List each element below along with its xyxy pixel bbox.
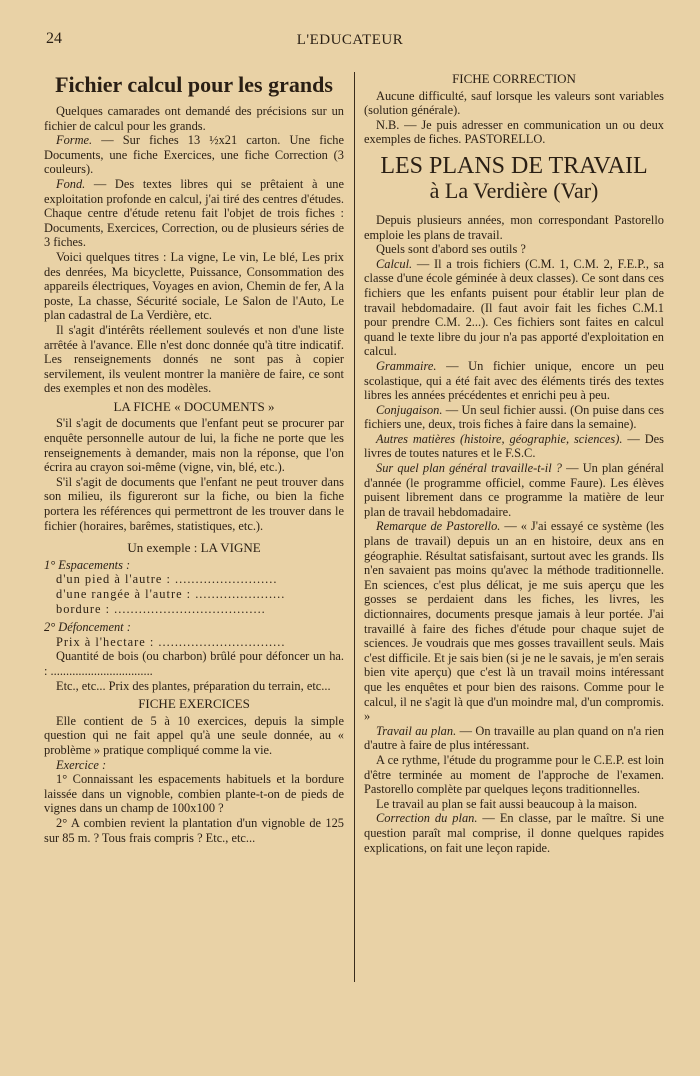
correction-plan-text: — En classe, par le maître. Si une question paraît mal comprise, il donne quelques rapides explications, on fait une leçon rapide. bbox=[364, 811, 664, 855]
forme-text: — Sur fiches 13 ½x21 carton. Une fiche Documents, une fiche Exercices, une fiche Correction (3 couleurs). bbox=[44, 133, 344, 177]
defoncement-heading: 2° Défoncement : bbox=[44, 620, 131, 635]
left-column bbox=[44, 72, 344, 845]
running-head bbox=[46, 30, 654, 54]
calcul-paragraph bbox=[364, 257, 664, 359]
titres-paragraph: Voici quelques titres : La vigne, Le vin, Le blé, Les prix des denrées, Ma bicyclette, Puissance, Consommation des appareils électriques, Voyages en avion, Chemin de fer, A la poste, La chasse, Sécurité sociale, Le Salon de l'Auto, Le plan cadastral de La Verdière, etc. bbox=[44, 249, 344, 323]
page-number: 24 bbox=[46, 30, 62, 47]
travail-paragraph bbox=[364, 724, 664, 753]
journal-title: L'EDUCATEUR bbox=[296, 32, 404, 48]
fond-text: — Des textes libres qui se prêtaient à une exploitation profonde en calcul, j'ai tiré des centres d'études. Chaque centre d'étude retenu fait l'objet de trois fiches : Documents, Exercices, Correction, ou de plusieurs séries de 3 fiches. bbox=[44, 176, 344, 250]
interets-paragraph: Il s'agit d'intérêts réellement soulevés et non d'une liste arrêtée à l'avance. Elle n'est donc donnée qu'à titre indicatif. Les renseignements donnés ne sont pas à copier servilement, ils veulent montrer la manière de faire, ce sont des exemples et non des modèles. bbox=[44, 322, 344, 396]
example-heading: Un exemple : LA VIGNE bbox=[127, 540, 261, 556]
defoncement-paragraph-2: Etc., etc... Prix des plantes, préparation du terrain, etc... bbox=[56, 678, 331, 693]
correction-plan-label: Correction du plan. bbox=[376, 811, 478, 826]
plan-text: — Un plan général d'année (le programme officiel, comme Faure). Les élèves puisent librement dans ce programme la matière de leur plan de travail hebdomadaire. bbox=[364, 461, 665, 519]
autres-label: Autres matières (histoire, géographie, sciences). bbox=[376, 431, 623, 446]
exercice-1: 1° Connaissant les espacements habituels et la bordure laissée dans un vignoble, combien plante-t-on de pieds de vignes dans un champ de 100x100 ? bbox=[44, 772, 344, 816]
exercice-2: 2° A combien revient la plantation d'un vignoble de 125 sur 85 m. ? Tous frais compris ? Etc., etc... bbox=[44, 815, 344, 845]
signature: PASTORELLO. bbox=[464, 132, 546, 147]
plans-intro: Depuis plusieurs années, mon correspondant Pastorello emploie les plans de travail. bbox=[364, 212, 664, 242]
right-column bbox=[364, 72, 664, 855]
forme-paragraph bbox=[44, 133, 344, 177]
correction-text: N.B. — Je puis adresser en communication un ou deux exemples de fiches. bbox=[364, 117, 664, 147]
exercices-paragraph: Elle contient de 5 à 10 exercices, depuis la simple question qui ne fait appel qu'à une seule donnée, au « problème » pratique compliqué comme la vie. bbox=[44, 713, 344, 757]
espacement-item: d'un pied à l'autre : ......................... bbox=[56, 572, 278, 587]
plans-title-line-1: LES PLANS DE TRAVAIL bbox=[380, 152, 648, 179]
plans-question: Quels sont d'abord ses outils ? bbox=[376, 242, 526, 257]
correction-paragraph-1: Aucune difficulté, sauf lorsque les valeurs sont variables (solution générale). bbox=[364, 88, 664, 118]
correction-paragraph-2 bbox=[364, 118, 664, 147]
correction-plan-paragraph bbox=[364, 811, 664, 855]
forme-label: Forme. bbox=[56, 133, 93, 148]
remarque-label: Remarque de Pastorello. bbox=[376, 519, 501, 534]
fond-paragraph bbox=[44, 177, 344, 250]
defoncement-paragraph-1: Quantité de bois (ou charbon) brûlé pour défoncer un ha. : ................................. bbox=[44, 649, 344, 678]
article-title: Fichier calcul pour les grands bbox=[55, 72, 333, 97]
maison-paragraph: Le travail au plan se fait aussi beaucoup à la maison. bbox=[376, 796, 638, 811]
documents-heading: LA FICHE « DOCUMENTS » bbox=[113, 398, 275, 414]
fond-label: Fond. bbox=[56, 176, 86, 191]
correction-heading: FICHE CORRECTION bbox=[452, 71, 576, 86]
espacements-heading: 1° Espacements : bbox=[44, 557, 131, 572]
column-divider bbox=[354, 72, 355, 982]
intro-paragraph: Quelques camarades ont demandé des précisions sur un fichier de calcul pour les grands. bbox=[44, 104, 344, 133]
calcul-text: — Il a trois fichiers (C.M. 1, C.M. 2, F.E.P., sa classe d'une école géminée à deux classes). Ce sont dans ces fichiers que les enfants puisent pour établir leur plan de travail hebdomadaire. (Il faut avoir fait les fiches C.M.1 pour prendre C.M. 2...). Ces fichiers sont faites en calcul quand le texte libre du jour n'a pas apporté d'exploitation en calcul. bbox=[364, 256, 664, 359]
grammaire-paragraph bbox=[364, 359, 664, 403]
espacement-item: d'une rangée à l'autre : ...................... bbox=[56, 587, 286, 601]
conjugaison-label: Conjugaison. bbox=[376, 402, 443, 417]
grammaire-text: — Un fichier unique, encore un peu scolastique, qui a été fait avec des éléments tirés des textes libres les années précédentes et enrichi peu à peu. bbox=[364, 358, 664, 403]
plans-title-line-2: à La Verdière (Var) bbox=[429, 177, 599, 203]
rythme-paragraph: A ce rythme, l'étude du programme pour le C.E.P. est loin d'être terminée au moment de l'approche de l'examen. Pastorello complète par quelques leçons traditionnelles. bbox=[364, 752, 664, 797]
espacement-item: bordure : ..................................... bbox=[56, 601, 266, 616]
remarque-text: — « J'ai essayé ce système (les plans de travail) depuis un an en histoire, deux ans en géographie. Résultat satisfaisant, surtout avec les grands. Ils n'en savaient pas moins qu'avec la méthode traditionnelle. En sciences, c'est plus délicat, je me suis aperçu que les gosses se perdaient dans les fiches, les livres, les dictionnaires, documents presque jamais à leur portée. J'ai travaillé à faire des fiches d'étude pour chaque sujet de sciences. Je voudrais que mes gosses travaillent seuls. Mais c'est difficile. Et je sais bien (si je ne le savais, je m'en serais bien vite aperçu) que c'est là un travail moins intéressant que les enquêtes et pour bien des raisons. Comme pour le calcul, il ne s'agit là que d'un moindre mal, d'un compromis. » bbox=[364, 519, 664, 724]
grammaire-label: Grammaire. bbox=[376, 358, 437, 373]
conjugaison-text: — Un seul fichier aussi. (On puise dans ces fichiers une, deux, trois fiches à faire dans la semaine). bbox=[364, 402, 664, 432]
remarque-paragraph bbox=[364, 519, 664, 723]
documents-paragraph-1: S'il s'agit de documents que l'enfant peut se procurer par enquête personnelle autour de lui, la fiche ne porte que les renseignements à demander, mais non la réponse, que l'on écrira au crayon soi-même (vigne, vin, blé, etc.). bbox=[44, 416, 344, 475]
defoncement-item: Prix à l'hectare : ............................... bbox=[56, 634, 286, 649]
travail-label: Travail au plan. bbox=[376, 723, 457, 738]
exercices-heading: FICHE EXERCICES bbox=[138, 696, 250, 712]
autres-text: — Des livres de toutes natures et le F.S.C. bbox=[364, 431, 665, 461]
autres-paragraph bbox=[364, 432, 664, 461]
travail-text: — On travaille au plan quand on n'a rien d'autre à faire de plus intéressant. bbox=[364, 723, 664, 753]
exercice-label: Exercice : bbox=[56, 757, 107, 772]
plan-paragraph bbox=[364, 461, 664, 519]
documents-paragraph-2: S'il s'agit de documents que l'enfant ne peut trouver dans son milieu, ils figureront sur la fiche, ou bien la fiche portera les références qui permettront de les trouver dans le fichier (horaires, barêmes, statistiques, etc.). bbox=[44, 474, 344, 533]
conjugaison-paragraph bbox=[364, 403, 664, 432]
calcul-label: Calcul. bbox=[376, 256, 413, 271]
plan-label: Sur quel plan général travaille-t-il ? bbox=[376, 461, 563, 476]
